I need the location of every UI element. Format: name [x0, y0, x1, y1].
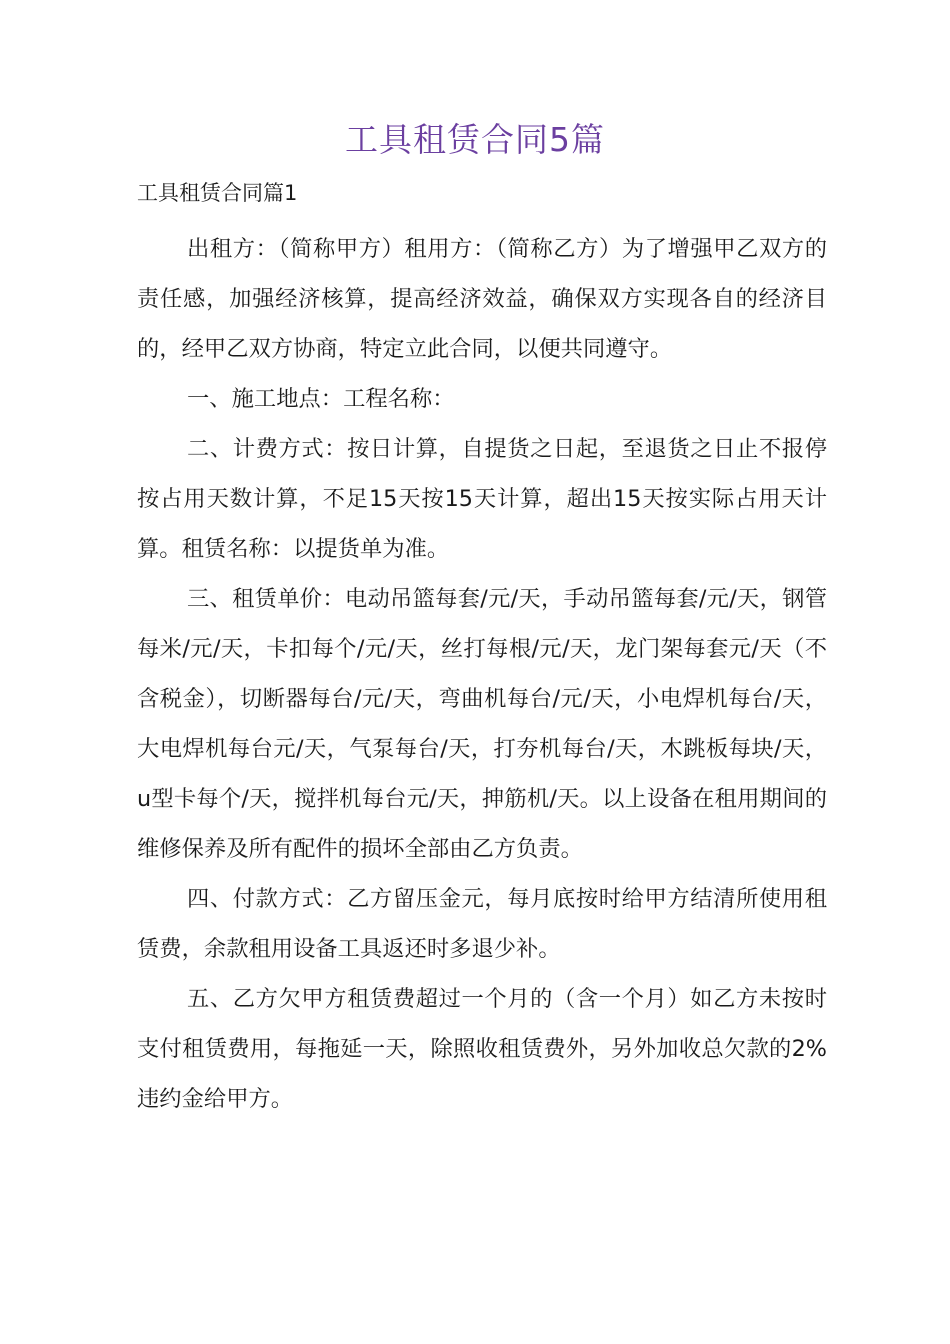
section-heading: 工具租赁合同篇1 [137, 181, 298, 205]
paragraph-penalty: 五、乙方欠甲方租赁费超过一个月的（含一个月）如乙方未按时支付租赁费用，每拖延一天，除照收租赁费外，另外加收总欠款的2%违约金给甲方。 [137, 986, 827, 1112]
paragraph-intro: 出租方：（简称甲方）租用方：（简称乙方）为了增强甲乙双方的责任感，加强经济核算，提高经济效益，确保双方实现各自的经济目的，经甲乙双方协商，特定立此合同，以便共同遵守。 [137, 236, 827, 362]
paragraph-billing: 二、计费方式：按日计算，自提货之日起，至退货之日止不报停按占用天数计算，不足15天按15天计算，超出15天按实际占用天计算。租赁名称：以提货单为准。 [137, 436, 827, 562]
document-title: 工具租赁合同5篇 [345, 120, 605, 159]
paragraph-unit-price: 三、租赁单价：电动吊篮每套/元/天，手动吊篮每套/元/天，钢管每米/元/天，卡扣每个/元/天，丝打每根/元/天，龙门架每套元/天（不含税金），切断器每台/元/天，弯曲机每台/元/天，小电焊机每台/天，大电焊机每台元/天，气泵每台/天，打夯机每台/天，木跳板每块/天，u型卡每个/天，搅拌机每台元/天，抻筋机/天。以上设备在租用期间的维修保养及所有配件的损坏全部由乙方负责。 [137, 586, 827, 862]
contract-body [137, 224, 827, 1124]
paragraph-location: 一、施工地点：工程名称： [187, 386, 455, 412]
paragraph-payment: 四、付款方式：乙方留压金元，每月底按时给甲方结清所使用租赁费，余款租用设备工具返还时多退少补。 [137, 886, 827, 962]
